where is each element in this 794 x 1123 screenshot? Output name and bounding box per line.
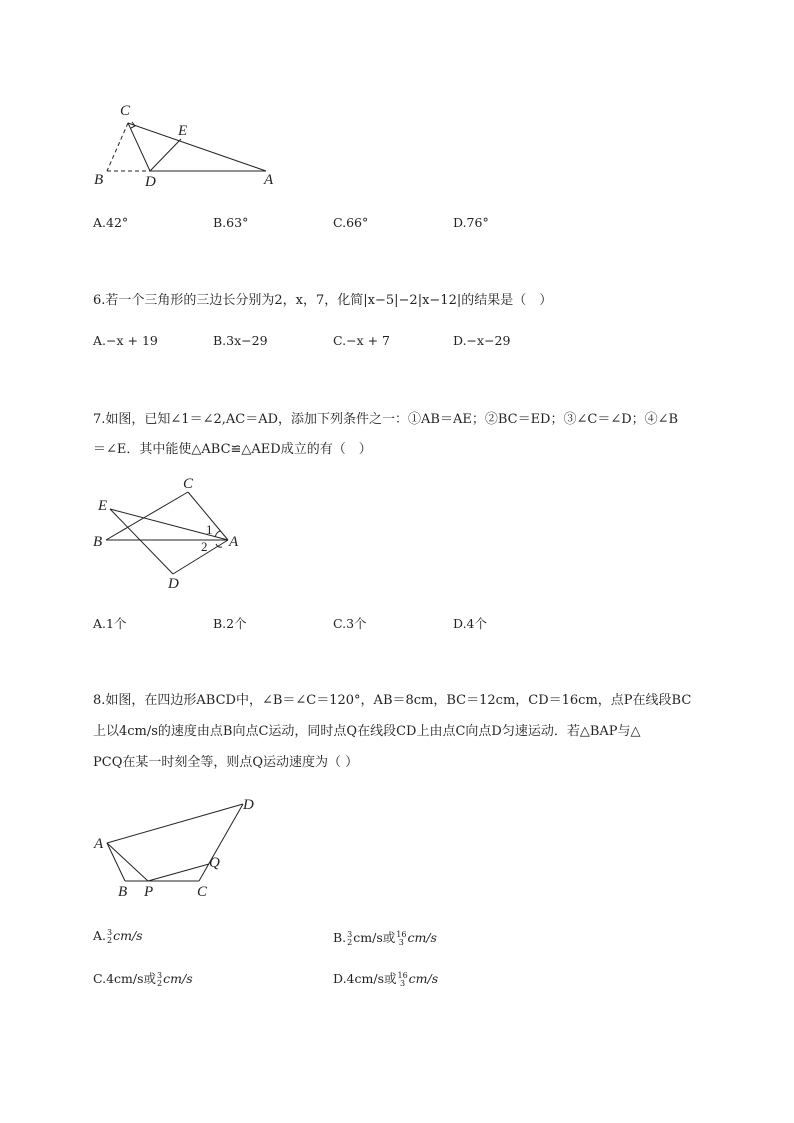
label-e: E xyxy=(178,123,188,139)
q8-option-b-prefix: B. xyxy=(333,930,347,945)
numerator: 16 xyxy=(397,970,408,980)
denominator: 2 xyxy=(347,937,353,947)
fraction-16-3 xyxy=(397,972,407,988)
label-a: A xyxy=(94,836,104,852)
unit: cm/s xyxy=(113,928,143,943)
label-d: D xyxy=(243,797,254,813)
unit: cm/s xyxy=(163,971,193,986)
denominator: 3 xyxy=(398,937,404,947)
q8-option-a-prefix: A. xyxy=(93,928,107,943)
q7-option-d[interactable]: D.4个 xyxy=(453,616,488,631)
figure-q8 xyxy=(88,792,268,902)
label-angle-1: 1 xyxy=(206,522,213,537)
q8-option-b[interactable] xyxy=(333,928,437,947)
q8-option-d[interactable] xyxy=(333,969,438,988)
segment-cd xyxy=(128,123,150,171)
label-e: E xyxy=(98,498,108,514)
label-c: C xyxy=(120,103,131,119)
label-p: P xyxy=(144,884,154,900)
label-q: Q xyxy=(209,855,220,871)
unit: cm/s xyxy=(407,930,437,945)
q7-stem-line1: 7.如图，已知∠1＝∠2,AC＝AD，添加下列条件之一：①AB＝AE；②BC＝ED；③∠C＝∠D；④∠B xyxy=(93,412,679,427)
segment-dc xyxy=(199,804,243,881)
q5-option-c[interactable]: C.66° xyxy=(333,215,369,230)
fraction-16-3 xyxy=(396,931,406,947)
segment-ba xyxy=(107,843,125,881)
middle-text: cm/s或 xyxy=(353,930,396,945)
segment-ad xyxy=(107,804,243,843)
label-c: C xyxy=(183,476,194,492)
q8-stem-line1: 8.如图，在四边形ABCD中，∠B＝∠C＝120°，AB＝8cm，BC＝12cm，CD＝16cm，点P在线段BC xyxy=(93,693,692,708)
denominator: 2 xyxy=(157,978,163,988)
q5-option-d[interactable]: D.76° xyxy=(453,215,489,230)
label-angle-2: 2 xyxy=(201,539,208,554)
label-b: B xyxy=(94,172,104,188)
q5-option-b[interactable]: B.63° xyxy=(213,215,249,230)
q8-option-d-prefix: D.4cm/s或 xyxy=(333,971,397,986)
figure-q5 xyxy=(88,98,288,190)
label-b: B xyxy=(93,534,103,550)
segment-bc xyxy=(107,123,128,171)
label-d: D xyxy=(168,576,179,592)
q8-stem-line2: 上以4cm/s的速度由点B向点C运动，同时点Q在线段CD上由点C向点D匀速运动．若△BAP与△ xyxy=(93,724,641,739)
q7-option-c[interactable]: C.3个 xyxy=(333,616,367,631)
denominator: 3 xyxy=(400,978,406,988)
segment-bc xyxy=(106,492,188,540)
numerator: 3 xyxy=(157,970,163,980)
q8-option-a[interactable] xyxy=(93,928,143,945)
segment-ca xyxy=(128,123,266,171)
q6-option-d[interactable]: D.−x−29 xyxy=(453,333,511,348)
q8-stem-line3: PCQ在某一时刻全等，则点Q运动速度为（ ） xyxy=(93,755,359,770)
fraction-3-2 xyxy=(157,972,162,988)
label-b: B xyxy=(118,884,128,900)
label-c: C xyxy=(197,884,208,900)
q6-option-c[interactable]: C.−x + 7 xyxy=(333,333,390,348)
q7-stem-line2: ＝∠E．其中能使△ABC≌△AED成立的有（ ） xyxy=(93,442,372,457)
figure-q7 xyxy=(88,474,258,594)
numerator: 3 xyxy=(107,927,113,937)
q8-option-c-prefix: C.4cm/s或 xyxy=(93,971,157,986)
q5-option-a[interactable]: A.42° xyxy=(93,215,129,230)
fraction-3-2 xyxy=(107,929,112,945)
q8-option-c[interactable] xyxy=(93,969,193,988)
numerator: 3 xyxy=(347,929,353,939)
label-d: D xyxy=(145,174,156,190)
unit: cm/s xyxy=(408,971,439,986)
q6-stem: 6.若一个三角形的三边长分别为2，x，7，化简|x−5|−2|x−12|的结果是（ ） xyxy=(93,293,553,308)
numerator: 16 xyxy=(396,929,407,939)
segment-ap xyxy=(107,843,148,881)
q6-option-a[interactable]: A.−x + 19 xyxy=(93,333,158,348)
q6-option-b[interactable]: B.3x−29 xyxy=(213,333,268,348)
segment-pq xyxy=(148,864,209,881)
q7-option-b[interactable]: B.2个 xyxy=(213,616,247,631)
angle-1-arc xyxy=(215,531,221,537)
q7-option-a[interactable]: A.1个 xyxy=(93,616,127,631)
denominator: 2 xyxy=(107,935,113,945)
segment-de xyxy=(150,139,181,171)
label-a: A xyxy=(264,172,274,188)
fraction-3-2 xyxy=(347,931,352,947)
label-a: A xyxy=(229,534,239,550)
